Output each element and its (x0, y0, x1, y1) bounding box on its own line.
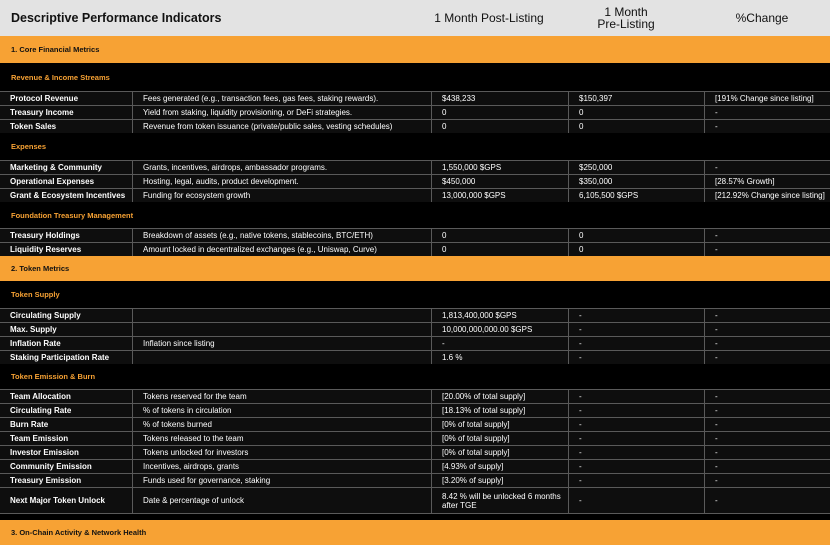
row-name: Max. Supply (0, 322, 132, 336)
row-name: Token Sales (0, 119, 132, 133)
table-row (0, 350, 830, 364)
row-desc: Hosting, legal, audits, product development. (132, 174, 431, 188)
row-desc: Funding for ecosystem growth (132, 188, 431, 202)
subsection-emission: Token Emission & Burn (0, 364, 830, 389)
row-pre: - (568, 403, 704, 417)
row-name: Protocol Revenue (0, 91, 132, 105)
header-change: %Change (735, 11, 789, 25)
subsection-supply: Token Supply (0, 281, 830, 308)
row-desc: Grants, incentives, airdrops, ambassador programs. (132, 160, 431, 174)
row-name: Circulating Supply (0, 308, 132, 322)
table-row (0, 445, 830, 459)
row-post: 0 (431, 242, 568, 256)
row-change: [212.92% Change since listing] (704, 188, 830, 202)
row-post: 0 (431, 228, 568, 242)
section-onchain: 3. On-Chain Activity & Network Health (0, 520, 830, 545)
row-desc: Yield from staking, liquidity provisioning, or DeFi strategies. (132, 105, 431, 119)
row-pre: 0 (568, 105, 704, 119)
row-pre: 0 (568, 242, 704, 256)
row-post: 10,000,000,000.00 $GPS (431, 322, 568, 336)
table-row (0, 308, 830, 322)
table-row (0, 188, 830, 202)
subsection-expenses: Expenses (0, 133, 830, 160)
row-pre: - (568, 459, 704, 473)
row-post: [18.13% of total supply] (431, 403, 568, 417)
row-pre: $150,397 (568, 91, 704, 105)
row-desc (132, 308, 431, 322)
row-desc: % of tokens burned (132, 417, 431, 431)
row-change: - (704, 350, 830, 364)
table-header (0, 0, 830, 36)
table-row (0, 389, 830, 403)
row-desc (132, 350, 431, 364)
row-desc: Fees generated (e.g., transaction fees, gas fees, staking rewards). (132, 91, 431, 105)
row-post: 0 (431, 105, 568, 119)
row-pre: - (568, 417, 704, 431)
row-desc: Revenue from token issuance (private/public sales, vesting schedules) (132, 119, 431, 133)
row-change: - (704, 105, 830, 119)
row-pre: - (568, 336, 704, 350)
table-row (0, 322, 830, 336)
row-name: Treasury Holdings (0, 228, 132, 242)
row-post: [3.20% of supply] (431, 473, 568, 487)
header-indicators: Descriptive Performance Indicators (11, 11, 222, 25)
row-change: [191% Change since listing] (704, 91, 830, 105)
row-desc (132, 322, 431, 336)
row-change: - (704, 322, 830, 336)
row-name: Next Major Token Unlock (0, 487, 132, 514)
row-name: Community Emission (0, 459, 132, 473)
table-row (0, 417, 830, 431)
row-name: Inflation Rate (0, 336, 132, 350)
row-change: - (704, 417, 830, 431)
row-pre: $350,000 (568, 174, 704, 188)
row-post: 1,550,000 $GPS (431, 160, 568, 174)
row-change: - (704, 336, 830, 350)
row-pre: - (568, 350, 704, 364)
row-change: - (704, 228, 830, 242)
row-pre: - (568, 308, 704, 322)
row-name: Liquidity Reserves (0, 242, 132, 256)
row-pre: - (568, 473, 704, 487)
row-name: Marketing & Community (0, 160, 132, 174)
table-row (0, 473, 830, 487)
row-name: Operational Expenses (0, 174, 132, 188)
header-pre-line2: Pre-Listing (597, 17, 655, 31)
row-post: 13,000,000 $GPS (431, 188, 568, 202)
row-name: Staking Participation Rate (0, 350, 132, 364)
table-row (0, 91, 830, 105)
row-post: $450,000 (431, 174, 568, 188)
row-change: - (704, 487, 830, 514)
row-pre: - (568, 487, 704, 514)
table-row (0, 242, 830, 256)
row-name: Treasury Income (0, 105, 132, 119)
row-change: - (704, 308, 830, 322)
row-post: [0% of total supply] (431, 431, 568, 445)
row-change: - (704, 389, 830, 403)
row-name: Treasury Emission (0, 473, 132, 487)
row-pre: - (568, 322, 704, 336)
row-pre: 6,105,500 $GPS (568, 188, 704, 202)
row-change: - (704, 445, 830, 459)
header-pre-listing (558, 6, 694, 30)
row-desc: Breakdown of assets (e.g., native tokens, stablecoins, BTC/ETH) (132, 228, 431, 242)
row-name: Circulating Rate (0, 403, 132, 417)
row-desc: Amount locked in decentralized exchanges (e.g., Uniswap, Curve) (132, 242, 431, 256)
row-post: [0% of total supply] (431, 445, 568, 459)
table-row (0, 174, 830, 188)
row-desc: % of tokens in circulation (132, 403, 431, 417)
row-post: 1.6 % (431, 350, 568, 364)
row-desc: Inflation since listing (132, 336, 431, 350)
row-post: 0 (431, 119, 568, 133)
row-post: [4.93% of supply] (431, 459, 568, 473)
table-row (0, 403, 830, 417)
row-change: - (704, 473, 830, 487)
row-change: - (704, 431, 830, 445)
row-name: Burn Rate (0, 417, 132, 431)
row-post: 8.42 % will be unlocked 6 months after TGE (431, 487, 568, 514)
row-desc: Tokens reserved for the team (132, 389, 431, 403)
row-pre: $250,000 (568, 160, 704, 174)
row-change: - (704, 403, 830, 417)
row-post: [0% of total supply] (431, 417, 568, 431)
section-token: 2. Token Metrics (0, 256, 830, 281)
header-post-listing: 1 Month Post-Listing (434, 11, 544, 25)
row-post: - (431, 336, 568, 350)
subsection-treasury: Foundation Treasury Management (0, 202, 830, 228)
row-pre: 0 (568, 228, 704, 242)
table-row (0, 228, 830, 242)
row-name: Grant & Ecosystem Incentives (0, 188, 132, 202)
table-row (0, 119, 830, 133)
header-pre-line1: 1 Month (604, 5, 648, 19)
row-pre: - (568, 389, 704, 403)
row-desc: Funds used for governance, staking (132, 473, 431, 487)
row-post: 1,813,400,000 $GPS (431, 308, 568, 322)
table-row (0, 336, 830, 350)
row-name: Investor Emission (0, 445, 132, 459)
row-change: [28.57% Growth] (704, 174, 830, 188)
table-row (0, 459, 830, 473)
table-row (0, 431, 830, 445)
table-row (0, 487, 830, 514)
row-post: [20.00% of total supply] (431, 389, 568, 403)
table-row (0, 160, 830, 174)
row-pre: - (568, 431, 704, 445)
table-row (0, 105, 830, 119)
row-desc: Incentives, airdrops, grants (132, 459, 431, 473)
row-name: Team Allocation (0, 389, 132, 403)
row-post: $438,233 (431, 91, 568, 105)
section-core: 1. Core Financial Metrics (0, 36, 830, 63)
subsection-revenue: Revenue & Income Streams (0, 63, 830, 91)
row-desc: Tokens unlocked for investors (132, 445, 431, 459)
row-pre: - (568, 445, 704, 459)
row-change: - (704, 459, 830, 473)
row-change: - (704, 160, 830, 174)
row-name: Team Emission (0, 431, 132, 445)
row-change: - (704, 119, 830, 133)
row-change: - (704, 242, 830, 256)
row-desc: Tokens released to the team (132, 431, 431, 445)
row-pre: 0 (568, 119, 704, 133)
row-desc: Date & percentage of unlock (132, 487, 431, 514)
